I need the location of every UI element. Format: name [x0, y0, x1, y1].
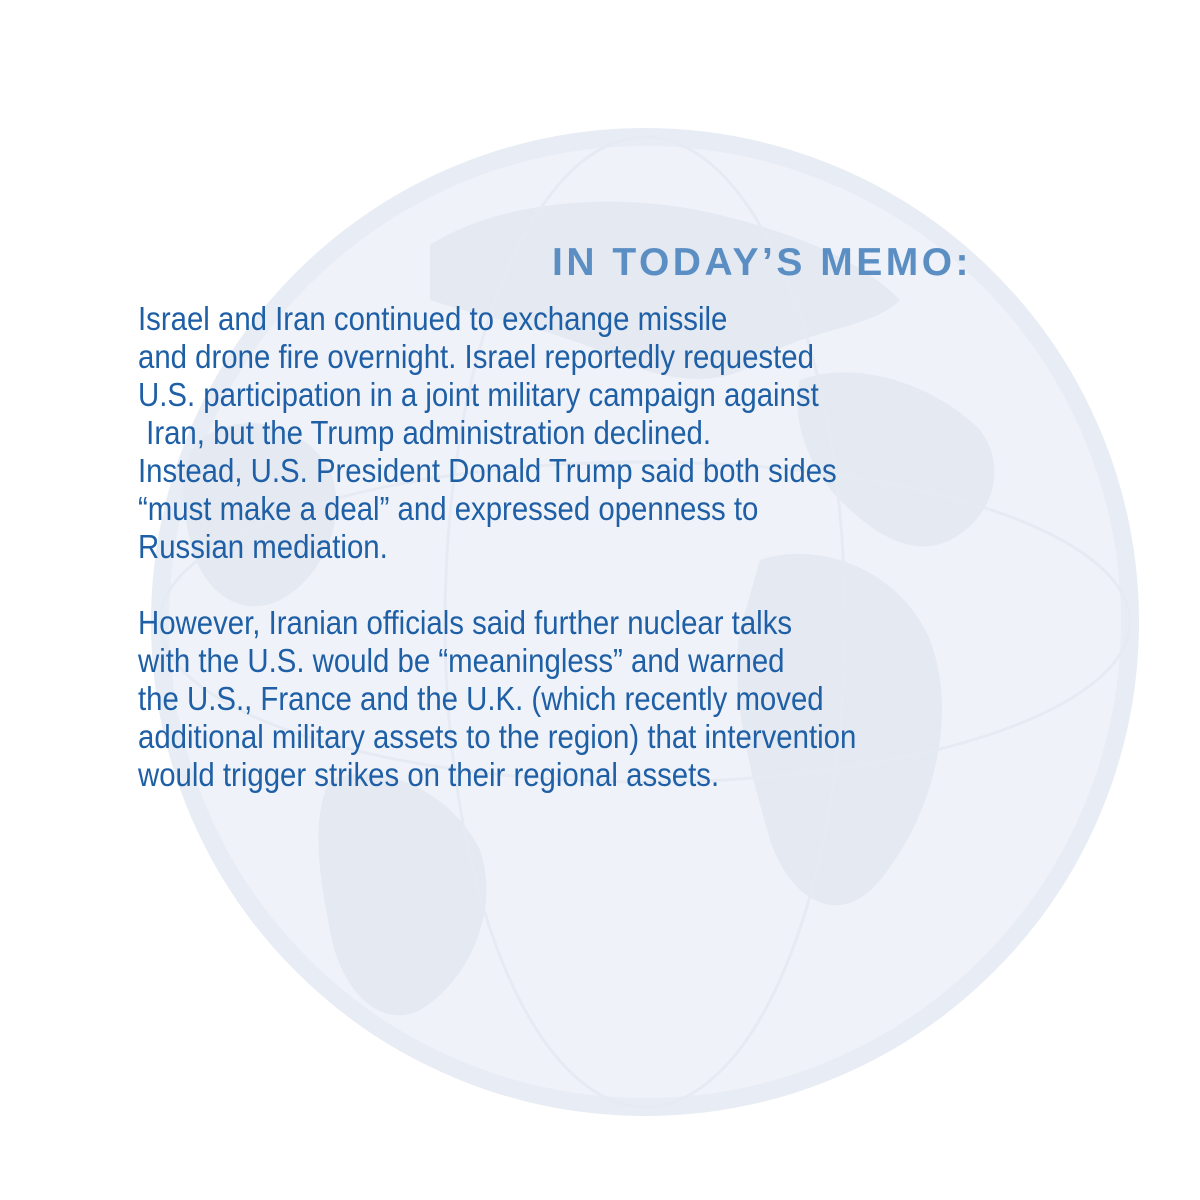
memo-line: Israel and Iran continued to exchange missile [138, 300, 728, 337]
memo-line: additional military assets to the region) that intervention [138, 718, 857, 755]
memo-line: Instead, U.S. President Donald Trump said both sides [138, 452, 837, 489]
memo-line: Iran, but the Trump administration declined. [138, 414, 712, 451]
memo-line: and drone fire overnight. Israel reportedly requested [138, 338, 814, 375]
memo-line: “must make a deal” and expressed openness to [138, 490, 759, 527]
memo-line: However, Iranian officials said further nuclear talks [138, 604, 793, 641]
memo-line: U.S. participation in a joint military campaign against [138, 376, 819, 413]
memo-line: Russian mediation. [138, 528, 388, 565]
paragraph-spacer [138, 566, 1178, 604]
memo-line: with the U.S. would be “meaningless” and warned [138, 642, 785, 679]
memo-body [138, 300, 1178, 794]
memo-paragraph-2 [138, 604, 1178, 794]
memo-heading: IN TODAY’S MEMO: [552, 241, 973, 284]
memo-line: the U.S., France and the U.K. (which recently moved [138, 680, 824, 717]
memo-line: would trigger strikes on their regional assets. [138, 756, 720, 793]
memo-paragraph-1 [138, 300, 1178, 566]
